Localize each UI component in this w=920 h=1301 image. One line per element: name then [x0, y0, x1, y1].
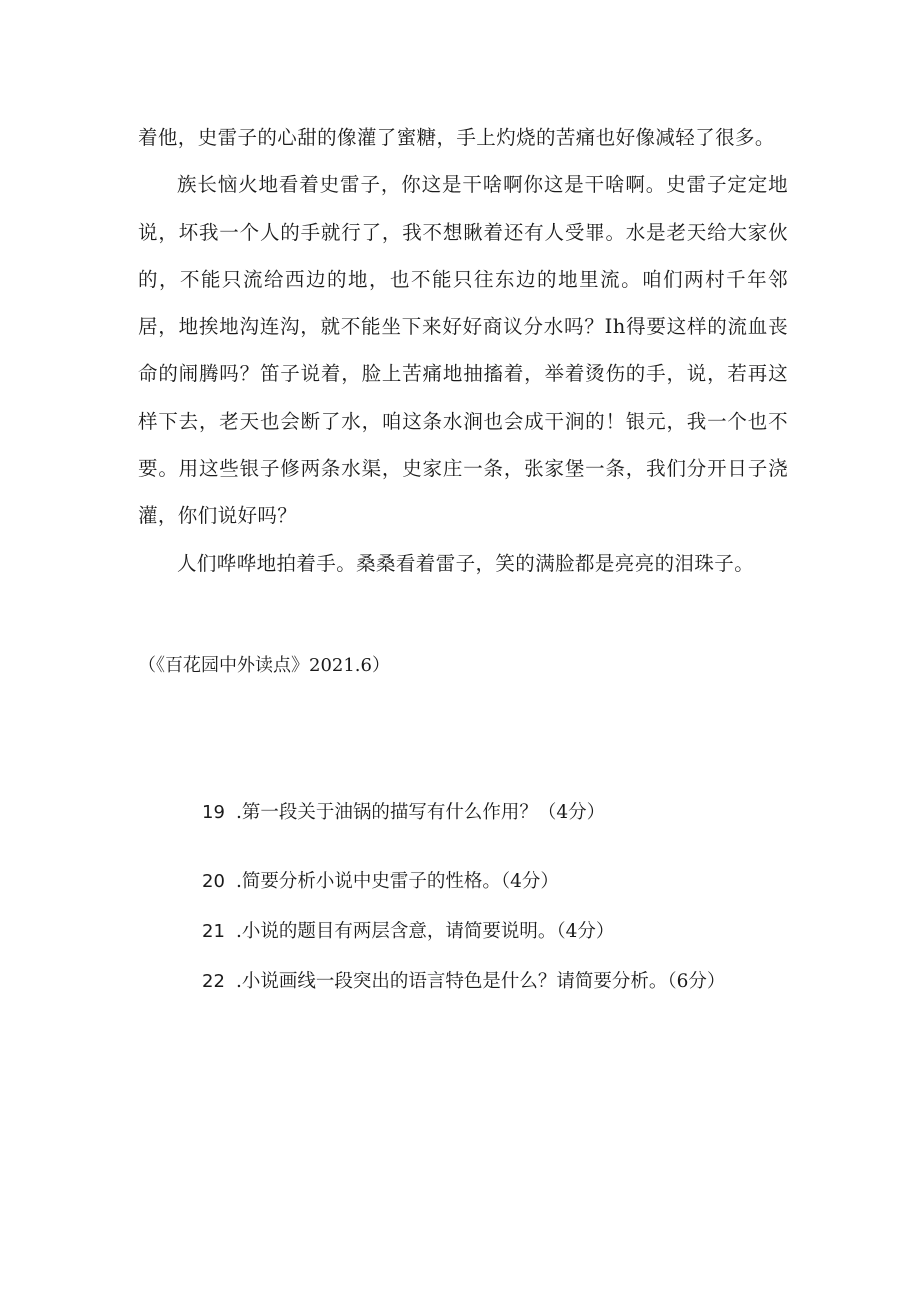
question-text: .第一段关于油锅的描写有什么作用？（4分） — [236, 802, 606, 823]
question-text: .小说的题目有两层含意，请简要说明。（4分） — [236, 921, 615, 942]
question-number: 22 — [202, 971, 225, 992]
paragraph-ending: 人们哗哗地拍着手。桑桑看着雷子，笑的满脸都是亮亮的泪珠子。 — [177, 551, 755, 575]
question-text: .小说画线一段突出的语言特色是什么？请简要分析。（6分） — [236, 971, 726, 992]
question-number: 21 — [202, 921, 225, 942]
source-citation: （《百花园中外读点》2021.6） — [138, 655, 390, 676]
question-item — [202, 967, 822, 997]
question-item — [202, 798, 822, 828]
question-item — [202, 917, 822, 947]
paragraph-continuation: 着他，史雷子的心甜的像灌了蜜糖，手上灼烧的苦痛也好像减轻了很多。 — [138, 126, 775, 149]
question-item — [202, 867, 822, 897]
question-number: 19 — [202, 802, 225, 823]
story-excerpt — [138, 114, 788, 587]
question-text: .简要分析小说中史雷子的性格。（4分） — [236, 871, 559, 892]
question-list — [202, 798, 822, 997]
paragraph-dialogue: 族长恼火地看着史雷子，你这是干啥啊你这是干啥啊。史雷子定定地说，坏我一个人的手就行了，我不想瞅着还有人受罪。水是老天给大家伙的，不能只流给西边的地，也不能只往东边的地里流。咱们两村千年邻居，地挨地沟连沟，就不能坐下来好好商议分水吗？Ih得要这样的流血丧命的闹腾吗？笛子说着，脸上苦痛地抽搐着，举着烫伤的手，说，若再这样下去，老天也会断了水，咱这条水涧也会成干涧的！银元，我一个也不要。用这些银子修两条水渠，史家庄一条，张家堡一条，我们分开日子浇灌，你们说好吗？ — [138, 173, 788, 528]
question-number: 20 — [202, 871, 225, 892]
